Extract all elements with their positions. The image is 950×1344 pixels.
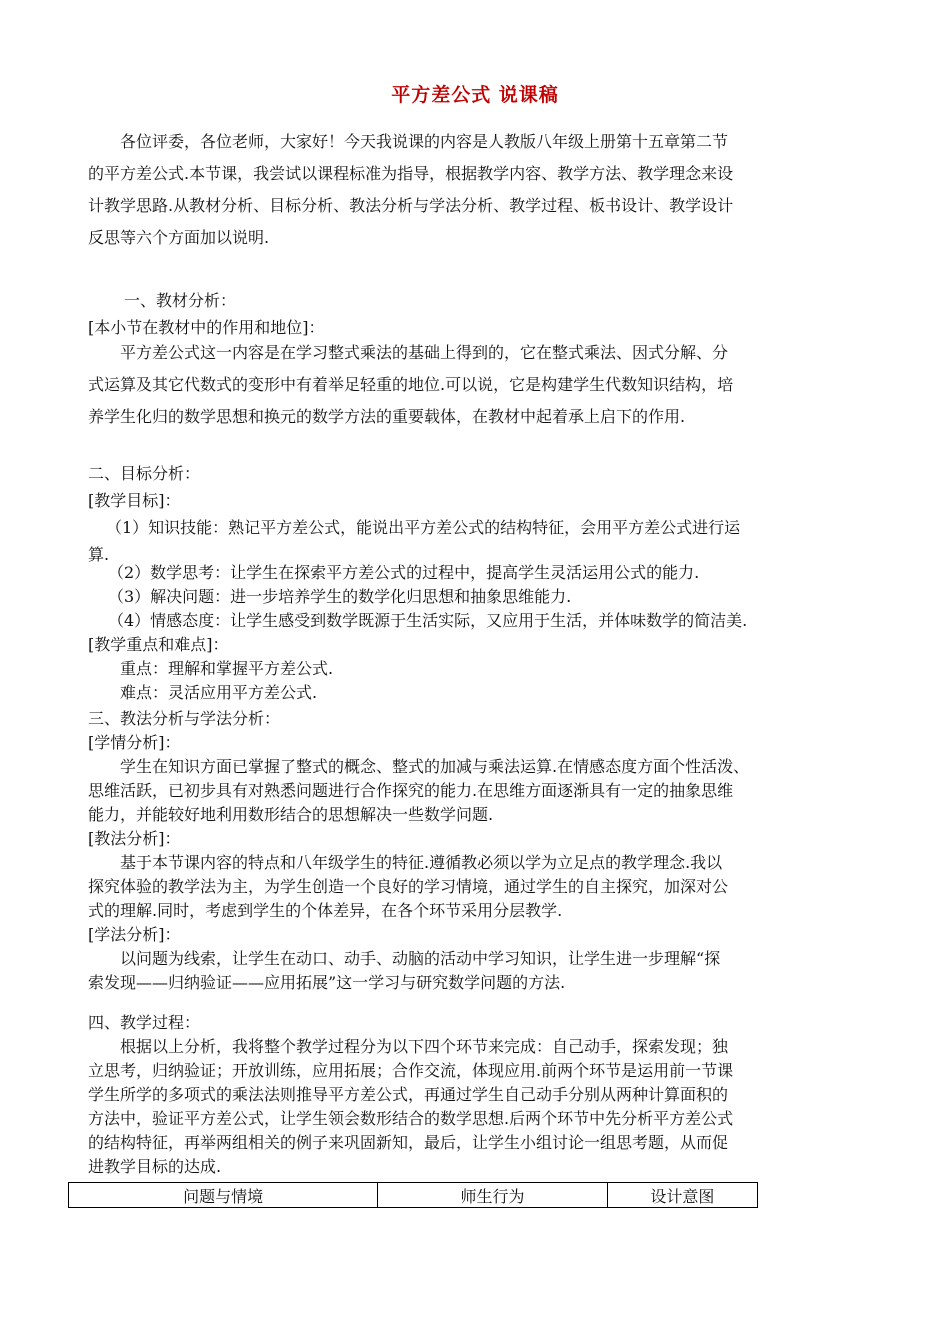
text-line: 学生所学的多项式的乘法法则推导平方差公式，再通过学生自己动手分别从两种计算面积的: [88, 1085, 729, 1104]
page-title: 平方差公式 说课稿: [391, 84, 559, 106]
text-line: 根据以上分析，我将整个教学过程分为以下四个环节来完成：自己动手，探索发现；独: [120, 1037, 729, 1056]
section-2-goals: [88, 561, 878, 705]
text-line: 平方差公式这一内容是在学习整式乘法的基础上得到的，它在整式乘法、因式分解、分: [120, 343, 729, 362]
text-line: 式运算及其它代数式的变形中有着举足轻重的地位.可以说，它是构建学生代数知识结构，培: [88, 375, 734, 394]
difficult-point: 难点：灵活应用平方差公式.: [120, 683, 318, 702]
text-line: 索发现——归纳验证——应用拓展”这一学习与研究数学问题的方法.: [88, 973, 566, 992]
text-line: 探究体验的教学法为主，为学生创造一个良好的学习情境，通过学生的自主探究，加深对公: [88, 877, 729, 896]
table-header-row: [69, 1183, 758, 1208]
goal-item: （1）知识技能：熟记平方差公式，能说出平方差公式的结构特征，会用平方差公式进行运: [106, 518, 741, 537]
text-line: 反思等六个方面加以说明.: [88, 228, 270, 247]
text-line: 各位评委，各位老师，大家好！今天我说课的内容是人教版八年级上册第十五章第二节: [120, 132, 729, 151]
text-line: 立思考，归纳验证；开放训练，应用拓展；合作交流，体现应用.前两个环节是运用前一节课: [88, 1061, 734, 1080]
section-subheading: [教学重点和难点]：: [88, 635, 229, 654]
section-3: [88, 707, 878, 995]
column-header: 师生行为: [378, 1183, 608, 1208]
section-4: [88, 1011, 878, 1179]
section-2: [88, 460, 878, 568]
section-1: [88, 287, 878, 341]
column-header: 设计意图: [607, 1183, 757, 1208]
section-subheading: [学情分析]：: [88, 733, 181, 752]
text-line: 计教学思路.从教材分析、目标分析、教法分析与学法分析、教学过程、板书设计、教学设计: [88, 196, 734, 215]
text-line: 方法中，验证平方差公式，让学生领会数形结合的数学思想.后两个环节中先分析平方差公式: [88, 1109, 734, 1128]
section-subheading: [本小节在教材中的作用和地位]：: [88, 318, 325, 337]
text-line: 式的理解.同时，考虑到学生的个体差异，在各个环节采用分层教学.: [88, 901, 563, 920]
goal-item-continued: 算.: [88, 545, 110, 564]
text-line: 养学生化归的数学思想和换元的数学方法的重要载体，在教材中起着承上启下的作用.: [88, 407, 686, 426]
section-heading: 一、教材分析：: [124, 291, 237, 310]
goal-item: （3）解决问题：进一步培养学生的数学化归思想和抽象思维能力.: [108, 587, 572, 606]
section-heading: 三、教法分析与学法分析：: [88, 709, 281, 728]
column-header: 问题与情境: [69, 1183, 378, 1208]
text-line: 的平方差公式.本节课，我尝试以课程标准为指导，根据教学内容、教学方法、教学理念来设: [88, 164, 734, 183]
text-line: 的结构特征，再举两组相关的例子来巩固新知，最后，让学生小组讨论一组思考题，从而促: [88, 1133, 729, 1152]
goal-item: （2）数学思考：让学生在探索平方差公式的过程中，提高学生灵活运用公式的能力.: [108, 563, 700, 582]
section-subheading: [学法分析]：: [88, 925, 181, 944]
goal-item: （4）情感态度：让学生感受到数学既源于生活实际，又应用于生活，并体味数学的简洁美.: [108, 611, 748, 630]
text-line: 能力，并能较好地利用数形结合的思想解决一些数学问题.: [88, 805, 494, 824]
text-line: 学生在知识方面已掌握了整式的概念、整式的加减与乘法运算.在情感态度方面个性活泼、: [120, 757, 750, 776]
section-heading: 四、教学过程：: [88, 1013, 201, 1032]
section-1-body: [88, 337, 878, 433]
teaching-process-table: [68, 1182, 758, 1208]
intro-paragraph: [88, 126, 878, 254]
key-point: 重点：理解和掌握平方差公式.: [120, 659, 334, 678]
section-subheading: [教法分析]：: [88, 829, 181, 848]
text-line: 基于本节课内容的特点和八年级学生的特征.遵循教必须以学为立足点的教学理念.我以: [120, 853, 723, 872]
text-line: 进教学目标的达成.: [88, 1157, 222, 1176]
text-line: 以问题为线索，让学生在动口、动手、动脑的活动中学习知识，让学生进一步理解“探: [120, 949, 721, 968]
section-subheading: [教学目标]：: [88, 491, 181, 510]
text-line: 思维活跃，已初步具有对熟悉问题进行合作探究的能力.在思维方面逐渐具有一定的抽象思维: [88, 781, 734, 800]
section-heading: 二、目标分析：: [88, 464, 201, 483]
